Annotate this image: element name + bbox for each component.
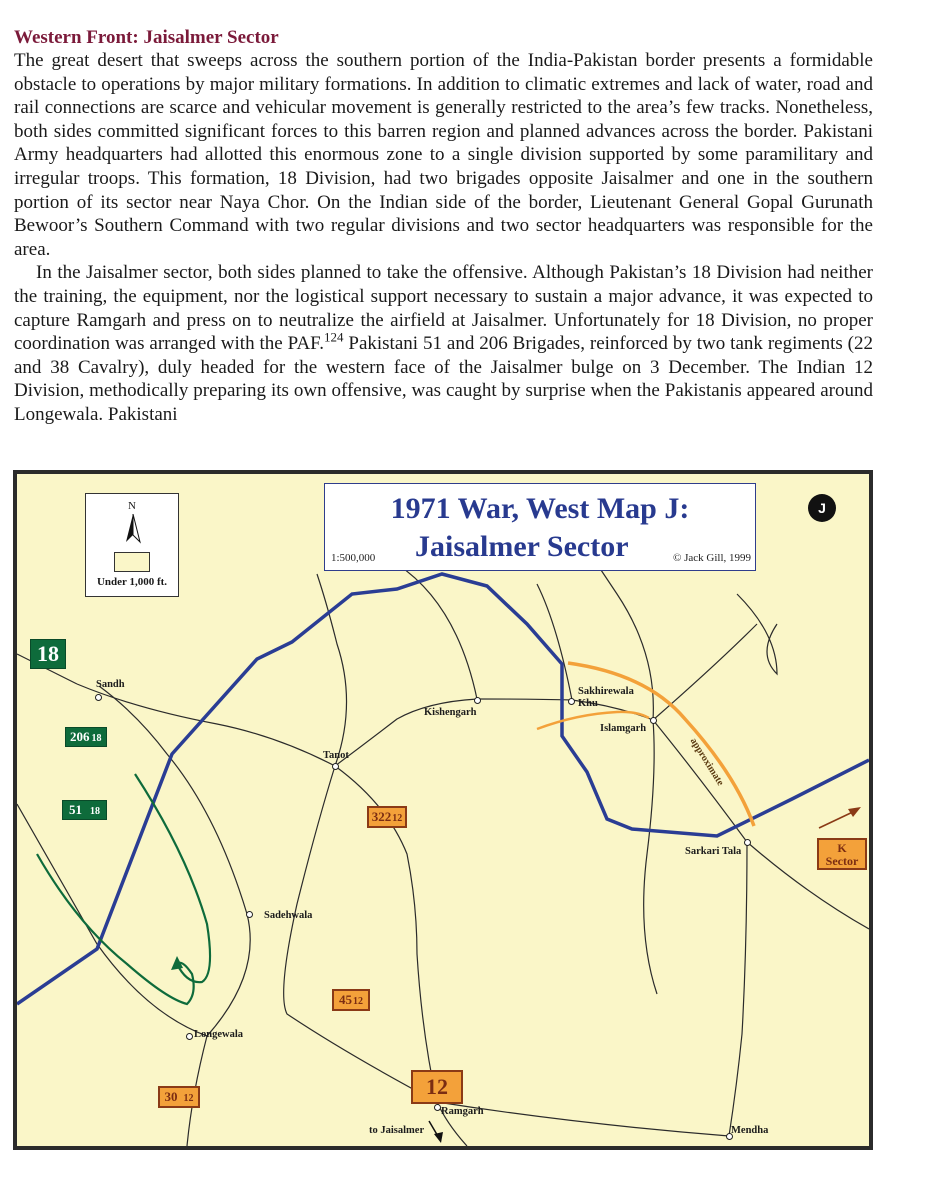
road-east-mid: [644, 720, 657, 994]
map-title-box: [324, 483, 756, 571]
place-sadehwala: Sadehwala: [264, 910, 313, 921]
road-tanot-ramgarh: [284, 766, 437, 1102]
advance-arrow-inner: [135, 774, 210, 982]
unit-ind-322-label: 322: [371, 809, 392, 824]
north-label: N: [128, 500, 136, 512]
unit-pak-18-label: 18: [37, 641, 59, 666]
place-kishengarh: Kishengarh: [424, 707, 477, 718]
place-sakhirewala-khu: Khu: [578, 698, 598, 709]
unit-ind-30-sub: 12: [183, 1093, 194, 1104]
k-sector-arrowhead: [848, 807, 861, 817]
advance-arrow-outer: [37, 854, 194, 1004]
section-title: Western Front: Jaisalmer Sector: [14, 27, 279, 48]
jaisalmer-sector-map: [13, 470, 873, 1150]
place-longewala: Longewala: [194, 1029, 244, 1040]
map-badge: J: [808, 494, 836, 522]
paragraph-1: The great desert that sweeps across the southern portion of the India-Pakistan border presents a formidable obstacle to operations by major military formations. In addition to climatic extremes and lack of water, road and rail connections are scarce and vehicular movement is generally restricted to the area’s few tracks. Nonetheless, both sides committed significant forces to this barren region and planned advances across the border. Pakistani Army headquarters had allotted this enormous zone to a single division supported by some paramilitary and irregular troops. This formation, 18 Division, had two brigades opposite Jaisalmer and one in the southern portion of its sector near Naya Chor. On the Indian side of the border, Lieutenant General Gopal Gurunath Bewoor’s Southern Command with two regular divisions and two sector headquarters was responsible for the area.: [14, 50, 873, 260]
place-dot-sakhirewala: [568, 698, 575, 705]
map-legend: [85, 493, 179, 597]
unit-ind-30-label: 30: [164, 1089, 178, 1104]
map-title-line-1: 1971 War, West Map J:: [390, 492, 690, 525]
place-to-jaisalmer: to Jaisalmer: [369, 1125, 425, 1136]
map-title-line-2: Jaisalmer Sector: [415, 530, 629, 563]
unit-pak-206-sub: 18: [91, 733, 102, 744]
unit-pak-51-label: 51: [69, 802, 82, 817]
place-tanot: Tanot: [323, 750, 349, 761]
k-sector-line-2: Sector: [825, 854, 859, 868]
road-north-4: [737, 594, 777, 674]
paragraph-2-part-b: Pakistani 51 and 206 Brigades, reinforced by two tank regiments (22 and 38 Cavalry), duly headed for the western face of the Jaisalmer bulge on 3 December. The Indian 12 Division, methodically preparing its own offensive, was caught by surprise when the Pakistanis appeared around Longewala. Pakistani: [14, 333, 873, 425]
place-dot-tanot: [332, 763, 339, 770]
unit-ind-12-label: 12: [426, 1074, 448, 1099]
footnote-124[interactable]: 124: [323, 329, 344, 345]
map-copyright: © Jack Gill, 1999: [672, 552, 751, 564]
unit-ind-322-brigade: [367, 806, 407, 828]
place-dot-ramgarh: [434, 1104, 441, 1111]
elevation-label: Under 1,000 ft.: [96, 576, 168, 588]
place-dot-sandh: [95, 694, 102, 701]
place-mendha: Mendha: [731, 1125, 769, 1136]
place-dot-sadehwala: [246, 911, 253, 918]
unit-ind-45-brigade: [332, 989, 370, 1011]
place-sakhirewala: [578, 686, 634, 710]
place-islamgarh: Islamgarh: [600, 723, 647, 734]
to-jaisalmer-arrowhead: [434, 1132, 443, 1143]
road-sandh-longewala: [99, 686, 250, 1036]
unit-ind-45-sub: 12: [353, 996, 363, 1007]
paragraph-2: [14, 261, 873, 426]
north-arrow-icon: [122, 514, 144, 544]
place-dot-sarkari-tala: [744, 839, 751, 846]
approximate-label: approximate: [687, 736, 726, 788]
unit-pak-51-sub: 18: [90, 806, 100, 817]
article-text: [14, 26, 873, 427]
place-dot-longewala: [186, 1033, 193, 1040]
road-sandh-kishengarh: [77, 684, 653, 766]
k-sector-box: [817, 838, 867, 870]
road-network: [17, 514, 869, 1146]
place-sandh: Sandh: [96, 679, 125, 690]
unit-pak-206-label: 206: [70, 729, 90, 744]
unit-pak-51-brigade: [62, 800, 107, 820]
place-dot-islamgarh: [650, 717, 657, 724]
paragraph-2-part-a: In the Jaisalmer sector, both sides planned to take the offensive. Although Pakistan’s 18 Division had neither the training, the equipment, nor the logistical support necessary to sustain a major advance, it was expected to capture Ramgarh and press on to neutralize the airfield at Jaisalmer. Unfortunately for 18 Division, no proper coordination was arranged with the PAF.: [14, 262, 873, 355]
place-sakhirewala-name: Sakhirewala: [578, 686, 634, 697]
unit-pak-18-division: [30, 639, 66, 669]
road-islamgarh-east: [653, 624, 757, 720]
place-sarkari-tala: Sarkari Tala: [685, 846, 742, 857]
unit-ind-45-label: 45: [339, 992, 352, 1007]
map-scale: 1:500,000: [331, 552, 376, 564]
unit-ind-322-sub: 12: [392, 813, 403, 824]
elevation-swatch: [114, 552, 150, 572]
place-ramgarh: Ramgarh: [441, 1106, 484, 1117]
k-sector-line-1: K: [837, 841, 847, 855]
unit-ind-30-brigade: [158, 1086, 200, 1108]
place-dot-kishengarh: [474, 697, 481, 704]
unit-pak-206-brigade: [65, 727, 107, 747]
unit-ind-12-division: [411, 1070, 463, 1104]
